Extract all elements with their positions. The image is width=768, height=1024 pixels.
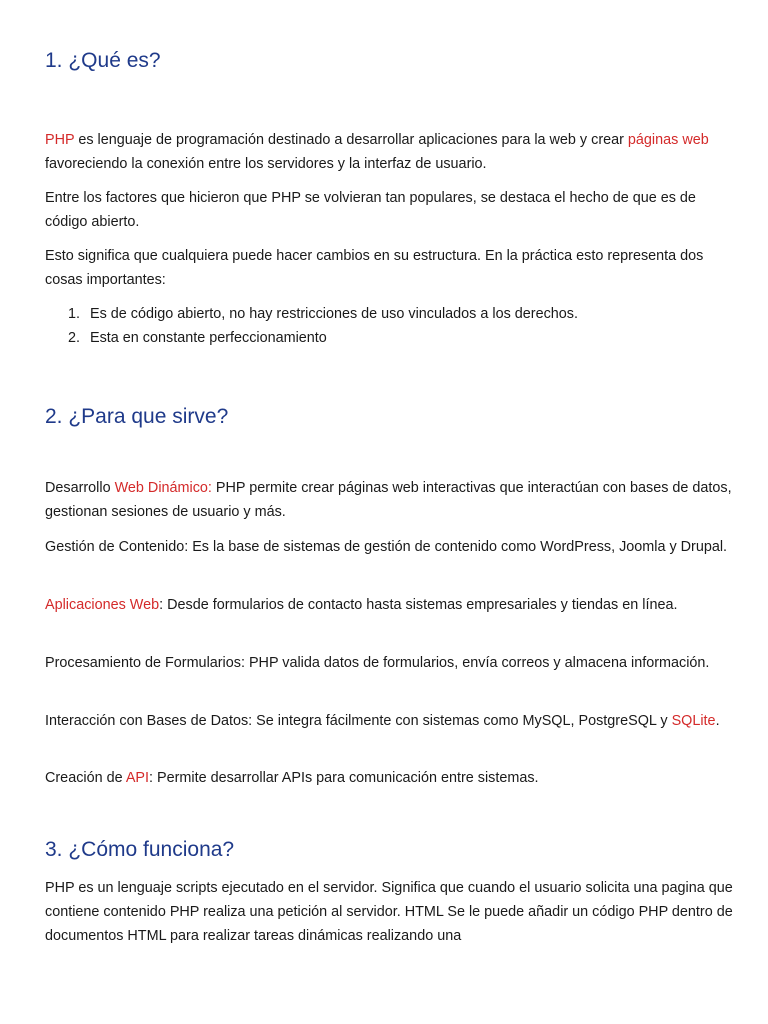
section2-paragraph-4: Procesamiento de Formularios: PHP valida datos de formularios, envía correos y almacena información. xyxy=(45,655,710,671)
section1-paragraph-3: Esto significa que cualquiera puede hacer cambios en su estructura. En la práctica esto representa dos cosas importantes: xyxy=(45,248,704,288)
web-dinamico-link[interactable]: Web Dinámico: xyxy=(114,480,212,496)
section2-paragraph-5: Interacción con Bases de Datos: Se integra fácilmente con sistemas como MySQL, PostgreSQL y SQLite. xyxy=(45,713,720,729)
section1-heading: 1. ¿Qué es? xyxy=(45,49,161,72)
list-item: 2. Esta en constante perfeccionamiento xyxy=(68,330,327,346)
section1-list xyxy=(45,302,725,350)
section2-heading: 2. ¿Para que sirve? xyxy=(45,405,229,428)
sqlite-link[interactable]: SQLite xyxy=(671,713,716,729)
section1-paragraph-1: PHP es lenguaje de programación destinado a desarrollar aplicaciones para la web y crear páginas web favoreciendo la conexión entre los servidores y la interfaz de usuario. xyxy=(45,132,709,172)
api-link[interactable]: API xyxy=(125,770,150,786)
aplicaciones-web-link[interactable]: Aplicaciones Web xyxy=(45,597,160,613)
section2-paragraph-1: Desarrollo Web Dinámico: PHP permite crear páginas web interactivas que interactúan con bases de datos, gestionan sesiones de usuario y más. xyxy=(45,480,732,520)
section2-paragraph-2: Gestión de Contenido: Es la base de sistemas de gestión de contenido como WordPress, Joomla y Drupal. xyxy=(45,539,728,555)
section3-paragraph-1: PHP es un lenguaje scripts ejecutado en el servidor. Significa que cuando el usuario solicita una pagina que contiene contenido PHP realiza una petición al servidor. HTML Se le puede añadir un código PHP dentro de documentos HTML para realizar tareas dinámicas realizando una xyxy=(45,880,733,944)
section2-paragraph-6: Creación de API: Permite desarrollar APIs para comunicación entre sistemas. xyxy=(45,770,539,786)
section3-heading: 3. ¿Cómo funciona? xyxy=(45,838,235,861)
section1-paragraph-2: Entre los factores que hicieron que PHP se volvieran tan populares, se destaca el hecho de que es de código abierto. xyxy=(45,190,696,230)
php-link[interactable]: PHP xyxy=(45,132,75,148)
list-item: 1. Es de código abierto, no hay restricciones de uso vinculados a los derechos. xyxy=(68,306,578,322)
section2-paragraph-3: Aplicaciones Web: Desde formularios de contacto hasta sistemas empresariales y tiendas en línea. xyxy=(45,597,678,613)
paginas-web-link[interactable]: páginas web xyxy=(627,132,709,148)
